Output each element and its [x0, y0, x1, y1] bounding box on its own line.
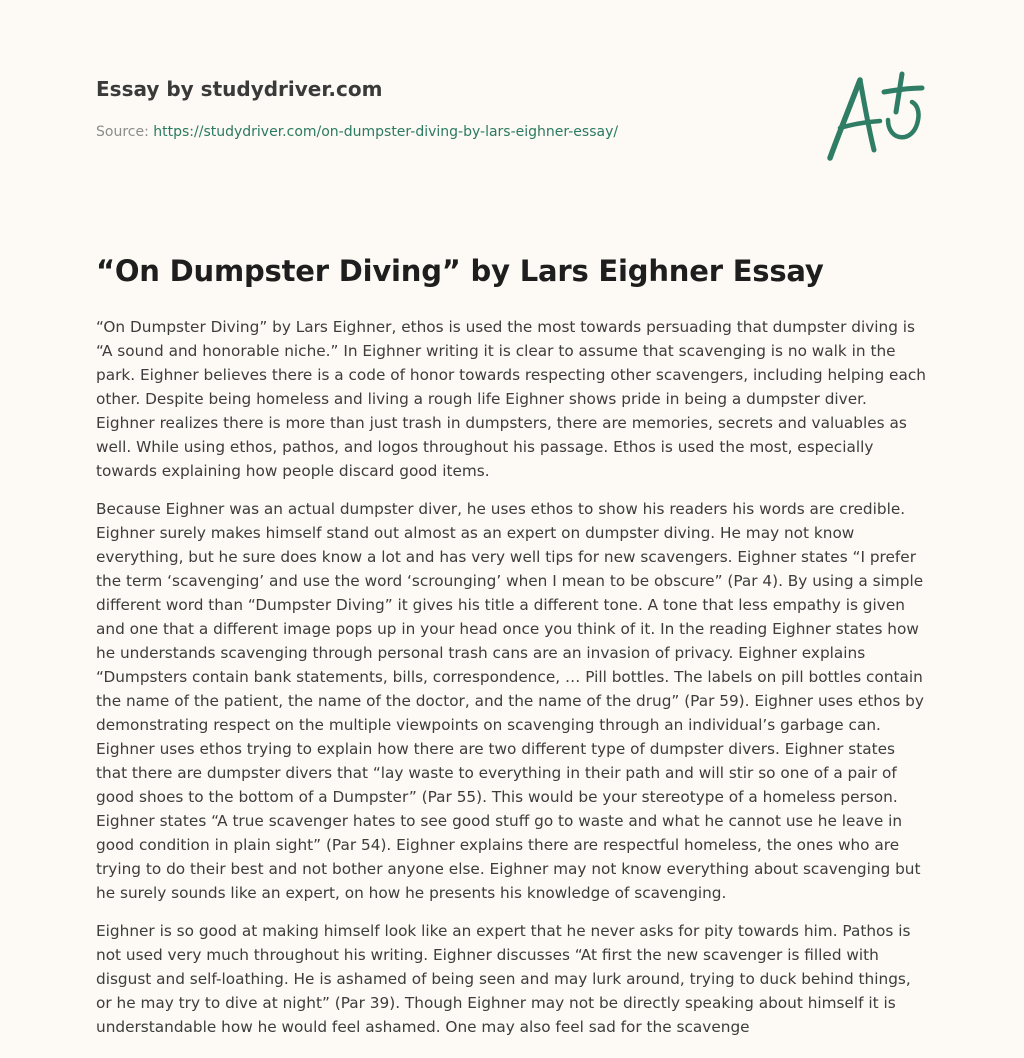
essay-body	[96, 315, 930, 1053]
source-label: Source:	[96, 124, 149, 140]
a-plus-logo-icon	[818, 66, 930, 166]
header-brand: Essay by studydriver.com	[96, 77, 383, 101]
essay-title: “On Dumpster Diving” by Lars Eighner Essay	[96, 254, 824, 288]
essay-paragraph-3: Eighner is so good at making himself look like an expert that he never asks for pity towards him. Pathos is not used very much throughout his writing. Eighner discusses “At first the new scavenger is filled with disgust and self-loathing. He is ashamed of being seen and may lurk around, trying to duck behind things, or he may try to dive at night” (Par 39). Though Eighner may not be directly speaking about himself it is understandable how he would feel ashamed. One may also feel sad for the scavenge	[96, 922, 911, 1036]
source-link[interactable]: https://studydriver.com/on-dumpster-diving-by-lars-eighner-essay/	[153, 124, 619, 140]
essay-paragraph-1: “On Dumpster Diving” by Lars Eighner, ethos is used the most towards persuading that dumpster diving is “A sound and honorable niche.” In Eighner writing it is clear to assume that scavenging is no walk in the park. Eighner believes there is a code of honor towards respecting other scavengers, including helping each other. Despite being homeless and living a rough life Eighner shows pride in being a dumpster diver. Eighner realizes there is more than just trash in dumpsters, there are memories, secrets and valuables as well. While using ethos, pathos, and logos throughout his passage. Ethos is used the most, especially towards explaining how people discard good items.	[96, 318, 926, 480]
source-line	[96, 124, 618, 140]
essay-paragraph-2: Because Eighner was an actual dumpster diver, he uses ethos to show his readers his words are credible. Eighner surely makes himself stand out almost as an expert on dumpster diving. He may not know everything, but he sure does know a lot and has very well tips for new scavengers. Eighner states “I prefer the term ‘scavenging’ and use the word ‘scrounging’ when I mean to be obscure” (Par 4). By using a simple different word than “Dumpster Diving” it gives his title a different tone. A tone that less empathy is given and one that a different image pops up in your head once you think of it. In the reading Eighner states how he understands scavenging through personal trash cans are an invasion of privacy. Eighner explains “Dumpsters contain bank statements, bills, correspondence, … Pill bottles. The labels on pill bottles contain the name of the patient, the name of the doctor, and the name of the drug” (Par 59). Eighner uses ethos by demonstrating respect on the multiple viewpoints on scavenging through an individual’s garbage can. Eighner uses ethos trying to explain how there are two different type of dumpster divers. Eighner states that there are dumpster divers that “lay waste to everything in their path and will stir so one of a pair of good shoes to the bottom of a Dumpster” (Par 55). This would be your stereotype of a homeless person. Eighner states “A true scavenger hates to see good stuff go to waste and what he cannot use he leave in good condition in plain sight” (Par 54). Eighner explains there are respectful homeless, the ones who are trying to do their best and not bother anyone else. Eighner may not know everything about scavenging but he surely sounds like an expert, on how he presents his knowledge of scavenging.	[96, 500, 924, 902]
